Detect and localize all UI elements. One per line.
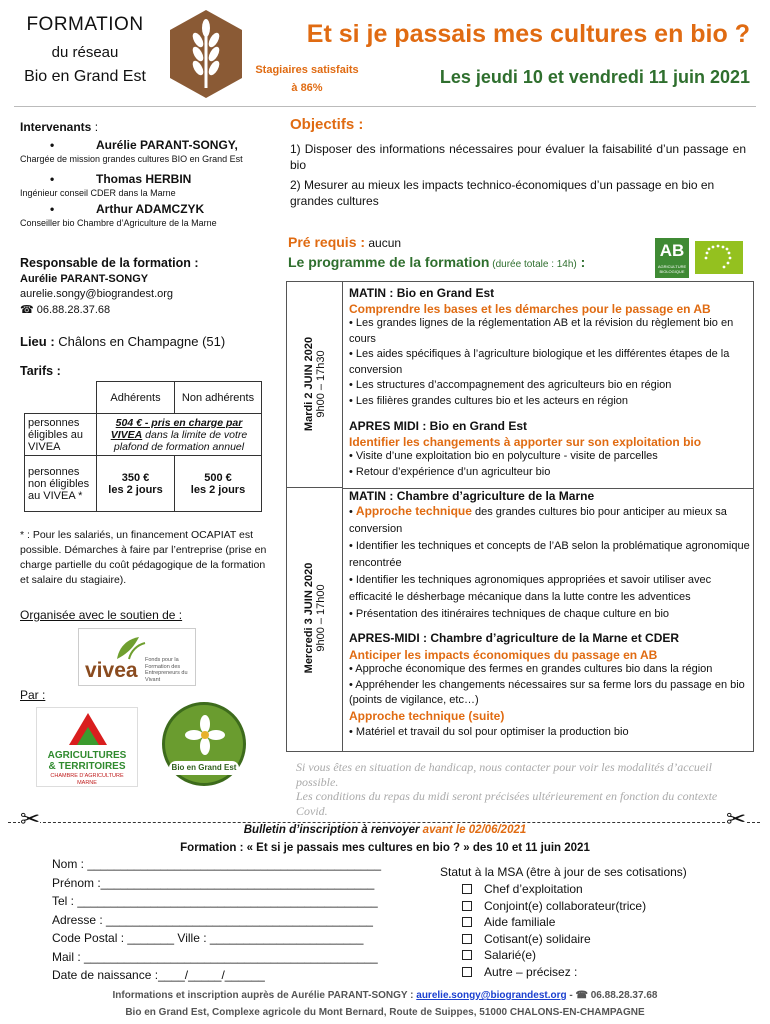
- chambre-logo-mark-icon: [65, 711, 111, 747]
- bio-grand-est-logo: [162, 702, 246, 786]
- day1-matin-subtitle: Comprendre les bases et les démarches pour le passage en AB: [349, 302, 711, 316]
- day1-apres-item: • Retour d’expérience d’un agriculteur bio: [349, 465, 551, 478]
- day1-matin-title: MATIN : Bio en Grand Est: [349, 286, 495, 300]
- chambre-logo-subtext: CHAMBRE D’AGRICULTURE MARNE: [50, 773, 124, 786]
- prerequis-label: Pré requis :: [288, 234, 366, 250]
- responsable-section: [20, 256, 282, 316]
- statut-option[interactable]: Salarié(e): [462, 947, 750, 964]
- prerequis-section: [288, 234, 401, 250]
- field-date-naissance[interactable]: Date de naissance :____/_____/______: [52, 968, 265, 982]
- field-adresse[interactable]: Adresse : ________________________________________: [52, 912, 373, 927]
- day2-suite-title: Approche technique (suite): [349, 708, 505, 723]
- ab-logo-caption: AGRICULTURE BIOLOGIQUE: [657, 264, 687, 274]
- intervenants-sep: :: [91, 120, 99, 134]
- field-code-postal-ville[interactable]: Code Postal : _______ Ville : _______________________: [52, 931, 364, 945]
- row-eligible-label: personnes éligibles au VIVEA: [25, 414, 97, 456]
- statut-option[interactable]: Chef d’exploitation: [462, 881, 750, 898]
- footer-address: Bio en Grand Est, Complexe agricole du Mont Bernard, Route de Suippes, 51000 CHALONS-EN-CHAMPAGNE: [125, 1007, 645, 1018]
- soutien-label: Organisée avec le soutien de :: [20, 608, 183, 622]
- lieu-label: Lieu :: [20, 334, 55, 349]
- bulletin-title: Bulletin d’inscription à renvoyer avant le 02/06/2021: [243, 824, 527, 836]
- repas-note: Les conditions du repas du midi seront précisées ultérieurement en fonction du contexte Covid.: [296, 789, 718, 818]
- day1-matin-item: • Les grandes lignes de la réglementation AB et la révision du règlement bio en cours: [349, 317, 734, 345]
- intervenants-label: Intervenants: [20, 120, 92, 134]
- handicap-note: Si vous êtes en situation de handicap, nous contacter pour voir les modalités d’accueil possible.: [296, 760, 712, 789]
- day2-matin-first: • Approche technique des grandes cultures bio pour anticiper au mieux sa conversion: [349, 504, 727, 535]
- wheat-icon: [166, 8, 246, 100]
- programme-box: [286, 281, 754, 752]
- header-network-name: Bio en Grand Est: [24, 68, 146, 85]
- day2-matin-item: • Identifier les techniques et concepts de l’AB selon la problématique agronomique rencontrée: [349, 540, 750, 569]
- satisfaction-rate: à 86%: [291, 82, 323, 94]
- day2-matin-title: MATIN : Chambre d’agriculture de la Marne: [349, 489, 595, 503]
- row-eligible-price: 504 € - pris en charge par VIVEA dans la limite de votre plafond de formation annuel: [97, 414, 262, 456]
- chambre-logo-text: AGRICULTURES & TERRITOIRES: [47, 750, 127, 772]
- field-nom[interactable]: Nom : ____________________________________________: [52, 857, 381, 871]
- tarifs-table: [24, 381, 262, 512]
- day1-apres-title: APRES MIDI : Bio en Grand Est: [349, 419, 528, 433]
- checkbox[interactable]: [462, 934, 472, 944]
- field-tel[interactable]: Tel : _____________________________________________: [52, 894, 378, 908]
- checkbox[interactable]: [462, 917, 472, 927]
- day1-matin-item: • Les structures d’accompagnement des agriculteurs bio en région: [349, 379, 672, 391]
- checkbox[interactable]: [462, 967, 472, 977]
- day2-date: Mercredi 3 JUIN 2020 9h00 – 17h00: [303, 562, 327, 674]
- programme-label: Le programme de la formation: [288, 254, 490, 270]
- day2-date-cell: [287, 488, 343, 751]
- intervenant-name: • Arthur ADAMCZYK: [20, 202, 282, 216]
- programme-colon: :: [576, 254, 586, 270]
- vivea-logo-text: vivea: [85, 659, 138, 682]
- intervenants-section: [20, 120, 282, 230]
- responsable-email[interactable]: aurelie.songy@biograndest.org: [20, 288, 174, 300]
- col-non-adherents: Non adhérents: [175, 382, 262, 414]
- programme-heading: [288, 254, 585, 272]
- inscription-form: [52, 855, 392, 985]
- header-formation: FORMATION: [26, 14, 144, 35]
- responsable-name: Aurélie PARANT-SONGY: [20, 273, 149, 285]
- chambre-agriculture-logo: [36, 707, 138, 787]
- statut-msa: [440, 864, 750, 980]
- vivea-logo: [78, 628, 196, 686]
- day2-matin-item: • Présentation des itinéraires techniques de chaque culture en bio: [349, 608, 669, 620]
- day2-suite-item: • Matériel et travail du sol pour optimiser la production bio: [349, 725, 629, 738]
- objectifs-item: 2) Mesurer au mieux les impacts technico-économiques d’un passage en bio en grandes cultures: [290, 178, 715, 208]
- day1-matin-item: • Les filières grandes cultures bio et les acteurs en région: [349, 394, 629, 407]
- intervenant-role: Conseiller bio Chambre d’Agriculture de la Marne: [20, 218, 217, 228]
- par-label: Par :: [20, 688, 46, 702]
- day2-matin-item: • Identifier les techniques agronomiques appropriées et savoir utiliser avec efficacité le désherbage mécanique dans la lutte contre les adventices: [349, 574, 712, 603]
- day1-apres-subtitle: Identifier les changements à apporter sur son exploitation bio: [349, 435, 702, 449]
- row-non-eligible-adh-price: 350 € les 2 jours: [97, 456, 175, 512]
- satisfaction-label: Stagiaires satisfaits: [255, 64, 359, 76]
- tarifs-label: Tarifs :: [20, 364, 61, 378]
- objectifs-item: 1) Disposer des informations nécessaires pour évaluer la faisabilité d’un passage en bio: [290, 142, 746, 172]
- day2-content: [349, 489, 751, 740]
- row-non-eligible-label: personnes non éligibles au VIVEA *: [25, 456, 97, 512]
- checkbox[interactable]: [462, 950, 472, 960]
- intervenant-role: Ingénieur conseil CDER dans la Marne: [20, 188, 176, 198]
- field-mail[interactable]: Mail : ____________________________________________: [52, 949, 378, 964]
- day2-apres-item: • Approche économique des fermes en grandes cultures bio dans la région: [349, 663, 713, 675]
- cut-line: [8, 822, 760, 823]
- intervenant-name: • Thomas HERBIN: [20, 172, 282, 186]
- objectifs-label: Objectifs :: [290, 116, 364, 133]
- ab-logo: [655, 238, 689, 278]
- day2-apres-title: APRES-MIDI : Chambre d’agriculture de la Marne et CDER: [349, 631, 680, 645]
- tarifs-note: * : Pour les salariés, un financement OCAPIAT est possible. Démarches à faire par l’entreprise (prise en charge partielle du coût pédagogique de la formation et salaire du stagiaire).: [20, 529, 267, 586]
- checkbox[interactable]: [462, 901, 472, 911]
- day1-matin-item: • Les aides spécifiques à l’agriculture biologique et les différentes étapes de la conversion: [349, 348, 730, 376]
- scissors-left-icon: ✂: [20, 806, 41, 833]
- statut-option[interactable]: Cotisant(e) solidaire: [462, 931, 750, 948]
- ab-logo-text: AB: [659, 241, 685, 260]
- lieu-section: [20, 334, 282, 349]
- day1-date: Mardi 2 JUIN 2020 9h00 – 17h30: [303, 336, 327, 432]
- responsable-phone: ☎ 06.88.28.37.68: [20, 304, 111, 316]
- page-title: Et si je passais mes cultures en bio ?: [306, 20, 750, 48]
- row-non-eligible-non-price: 500 € les 2 jours: [175, 456, 262, 512]
- statut-option[interactable]: Autre – précisez :: [462, 964, 750, 981]
- intervenant-role: Chargée de mission grandes cultures BIO en Grand Est: [20, 154, 243, 164]
- responsable-label: Responsable de la formation :: [20, 256, 199, 270]
- col-adherents: Adhérents: [97, 382, 175, 414]
- header-du-reseau: du réseau: [51, 44, 119, 61]
- statut-label: Statut à la MSA (être à jour de ses cotisations): [440, 865, 687, 879]
- header-divider: [14, 106, 756, 107]
- day2-apres-item: • Appréhender les changements nécessaires sur sa ferme lors du passage en bio (points de vigilance, etc…): [349, 678, 745, 706]
- checkbox[interactable]: [462, 884, 472, 894]
- vivea-tagline: Fonds pour la Formation des Entrepreneurs du Vivant: [145, 657, 188, 683]
- statut-option[interactable]: Conjoint(e) collaborateur(trice): [462, 898, 750, 915]
- lieu-value: Châlons en Champagne (51): [54, 334, 226, 349]
- eu-organic-leaf-icon: [695, 241, 743, 274]
- footer-contact: Informations et inscription auprès de Aurélie PARANT-SONGY : aurelie.songy@biograndest.org - ☎ 06.88.28.37.68: [112, 990, 658, 1001]
- field-prenom[interactable]: Prénom :_________________________________________: [52, 875, 375, 890]
- day2-apres-subtitle: Anticiper les impacts économiques du passage en AB: [349, 648, 658, 662]
- footer-email-link[interactable]: aurelie.songy@biograndest.org: [416, 990, 567, 1001]
- scissors-right-icon: ✂: [726, 806, 747, 833]
- day1-content: [349, 286, 751, 480]
- day1-date-cell: [287, 282, 343, 488]
- training-dates: Les jeudi 10 et vendredi 11 juin 2021: [439, 67, 750, 87]
- vivea-leaf-icon: [109, 633, 149, 661]
- bulletin-formation: Formation : « Et si je passais mes cultures en bio ? » des 10 et 11 juin 2021: [180, 842, 590, 854]
- statut-option[interactable]: Aide familiale: [462, 914, 750, 931]
- programme-duree: (durée totale : 14h): [489, 259, 577, 270]
- bio-logo-text: Bio en Grand Est: [169, 761, 239, 775]
- flower-icon: [185, 715, 225, 755]
- intervenant-name: • Aurélie PARANT-SONGY,: [20, 138, 282, 152]
- day1-apres-item: • Visite d’une exploitation bio en polyculture - visite de parcelles: [349, 450, 658, 462]
- prerequis-value: aucun: [365, 236, 402, 250]
